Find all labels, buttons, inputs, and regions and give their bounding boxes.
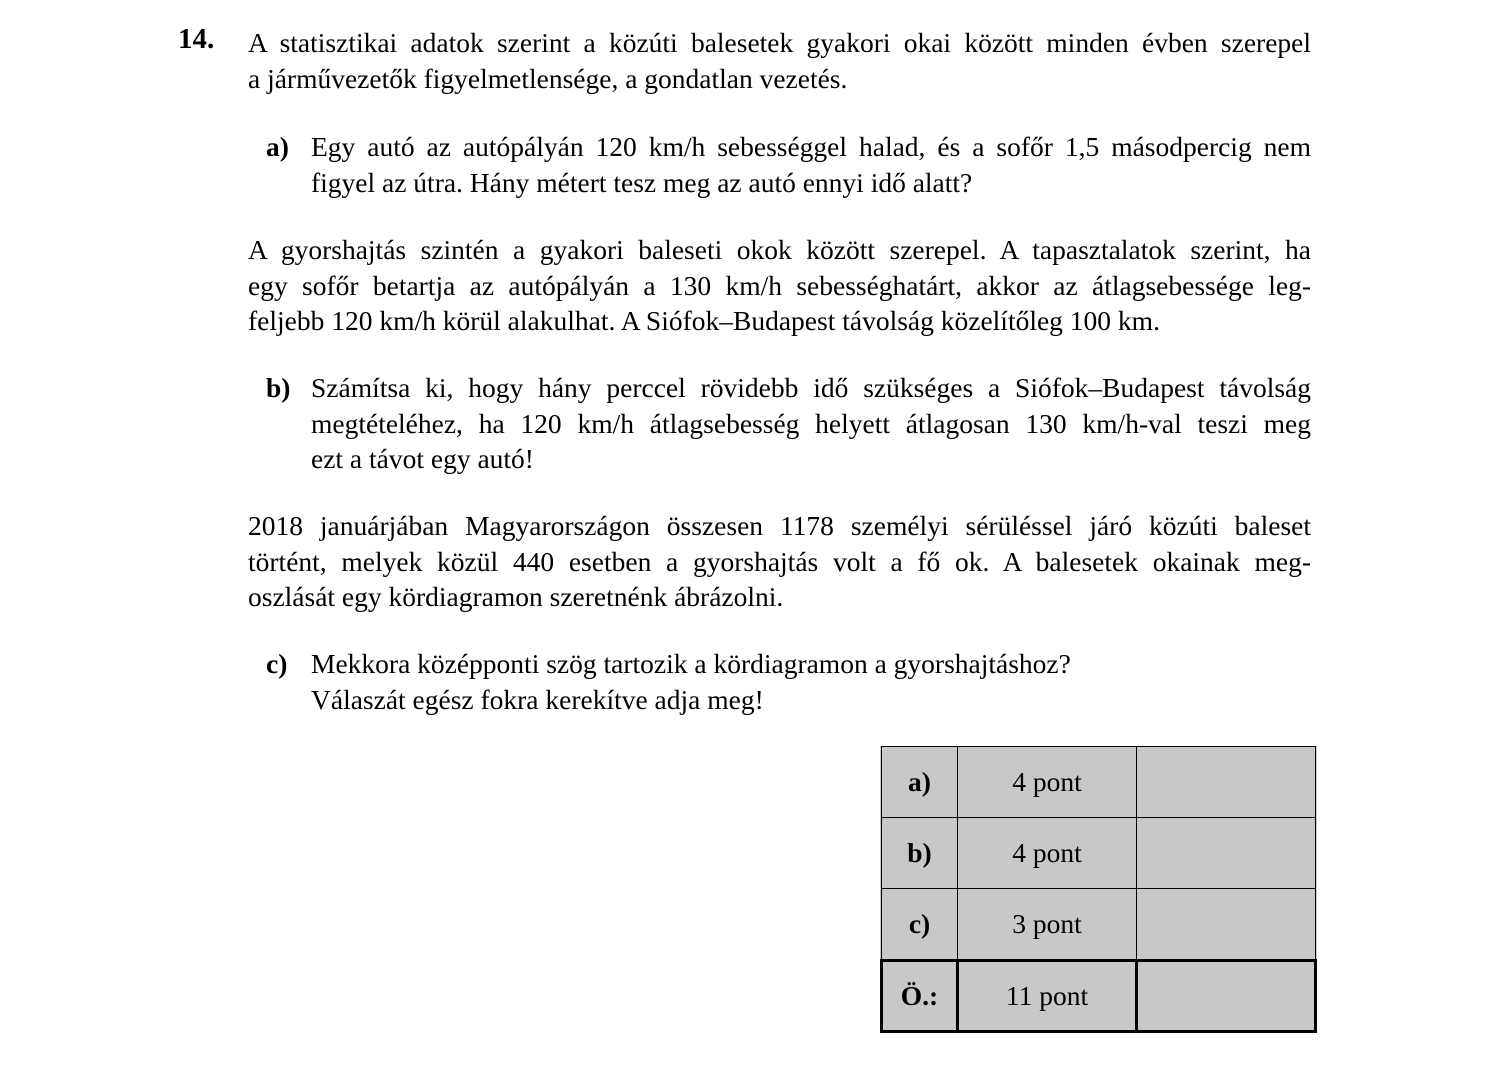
score-row-total — [882, 961, 1316, 1032]
score-entry-box[interactable] — [1137, 818, 1316, 889]
subquestion-c-line-2: Válaszát egész fokra kerekítve adja meg! — [311, 683, 764, 715]
speeding-line-1: A gyorshajtás szintén a gyakori baleseti okok között szerepel. A tapasztalatok szerint, ha — [248, 234, 1311, 265]
score-row-label: c) — [882, 889, 958, 961]
subquestion-c-text — [311, 646, 1311, 717]
statistics-line-1: 2018 januárjában Magyarországon összesen 1178 személyi sérüléssel járó közúti baleset — [248, 510, 1311, 541]
score-row-points: 4 pont — [958, 747, 1137, 818]
score-total-box[interactable] — [1137, 961, 1316, 1032]
subquestion-b-text — [311, 370, 1311, 477]
score-row-label: b) — [882, 818, 958, 889]
subquestion-c-line-1: Mekkora középponti szög tartozik a kördiagramon a gyorshajtáshoz? — [311, 648, 1071, 679]
speeding-line-3: feljebb 120 km/h körül alakulhat. A Siófok–Budapest távolság közelítőleg 100 km. — [248, 305, 1160, 336]
speeding-line-2: egy sofőr betartja az autópályán a 130 km/h sebességhatárt, akkor az átlagsebessége leg- — [248, 269, 1311, 301]
subquestion-a-label: a) — [266, 131, 289, 162]
score-total-label: Ö.: — [882, 961, 958, 1032]
statistics-paragraph — [248, 508, 1311, 615]
score-row-label: a) — [882, 747, 958, 818]
subquestion-b-line-3: ezt a távot egy autó! — [311, 443, 534, 474]
score-table — [880, 746, 1317, 1033]
subquestion-a-line-2: figyel az útra. Hány métert tesz meg az autó ennyi idő alatt? — [311, 166, 973, 198]
score-row-c — [882, 889, 1316, 961]
statistics-line-3: oszlását egy kördiagramon szeretnénk ábrázolni. — [248, 581, 784, 612]
subquestion-a-text — [311, 129, 1311, 200]
intro-paragraph — [248, 25, 1311, 96]
subquestion-b-line-1: Számítsa ki, hogy hány perccel rövidebb idő szükséges a Siófok–Budapest távolság — [311, 372, 1311, 403]
subquestion-b-line-2: megtételéhez, ha 120 km/h átlagsebesség helyett átlagosan 130 km/h-val teszi meg — [311, 407, 1311, 439]
problem-number: 14. — [178, 23, 215, 55]
statistics-line-2: történt, melyek közül 440 esetben a gyorshajtás volt a fő ok. A balesetek okainak meg- — [248, 545, 1311, 577]
score-entry-box[interactable] — [1137, 747, 1316, 818]
speeding-paragraph — [248, 232, 1311, 339]
score-row-points: 3 pont — [958, 889, 1137, 961]
score-row-b — [882, 818, 1316, 889]
score-row-points: 4 pont — [958, 818, 1137, 889]
subquestion-b-label: b) — [266, 372, 291, 403]
subquestion-a-line-1: Egy autó az autópályán 120 km/h sebességgel halad, és a sofőr 1,5 másodpercig nem — [311, 131, 1311, 162]
score-total-points: 11 pont — [958, 961, 1137, 1032]
intro-line-2: a járművezetők figyelmetlensége, a gondatlan vezetés. — [248, 62, 848, 94]
subquestion-c-label: c) — [266, 648, 288, 679]
score-row-a — [882, 747, 1316, 818]
intro-line-1: A statisztikai adatok szerint a közúti balesetek gyakori okai között minden évben szerepel — [248, 27, 1311, 58]
score-entry-box[interactable] — [1137, 889, 1316, 961]
